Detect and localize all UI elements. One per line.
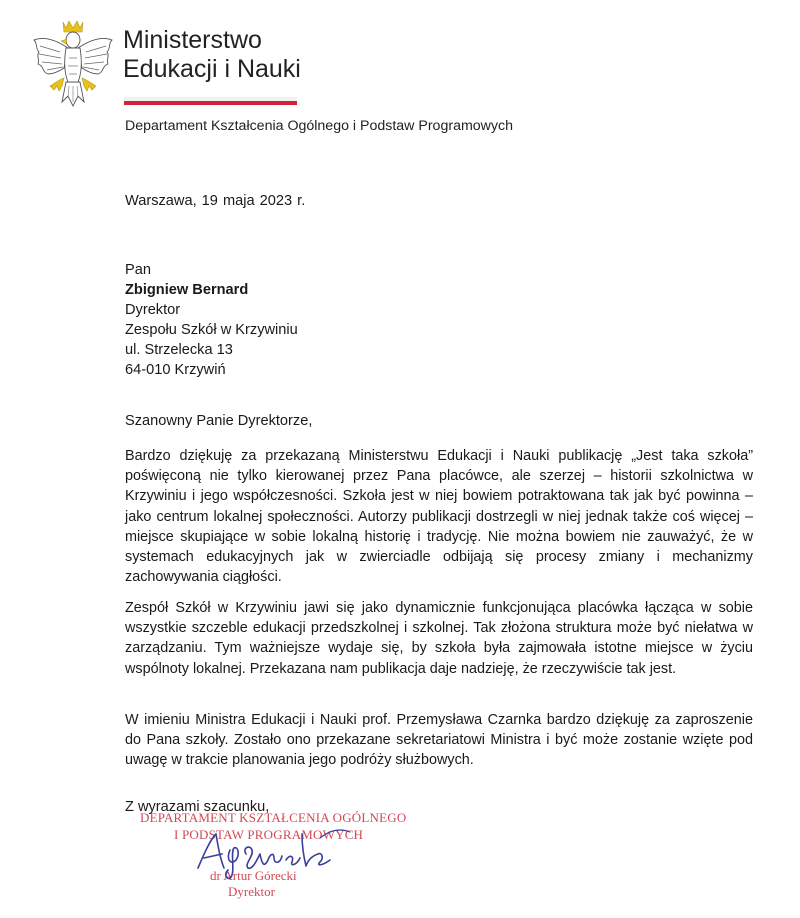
recipient-block	[125, 260, 298, 380]
body-paragraph-2: Zespół Szkół w Krzywiniu jawi się jako dynamicznie funkcjonująca placówka łącząca w sobie wszystkie szczeble edukacji przedszkolnej i szkolnej. Tak złożona struktura może być niełatwa w zarządzaniu. Tym ważniejsze wydaje się, by szkoła była zajmowała istotne miejsce w życiu wspólnoty lokalnej. Przekazana nam publikacja daje nadzieję, że rzeczywiście tak jest.	[125, 600, 753, 677]
handwritten-signature-icon	[190, 824, 360, 880]
department-name: Departament Kształcenia Ogólnego i Podstaw Programowych	[125, 118, 513, 134]
flag-red-stripe	[124, 101, 297, 105]
stamp-signer-name: dr Artur Górecki	[210, 868, 297, 883]
polish-eagle-emblem-icon	[30, 18, 116, 114]
body-paragraph-1: Bardzo dziękuję za przekazaną Ministerstwu Edukacji i Nauki publikację „Jest taka szkoła” poświęconą nie tylko kierowanej przez Pana placówce, ale szerzej – historii szkolnictwa w Krzywiniu i jego współczesności. Szkoła jest w niej bowiem potraktowana tak jak być powinna – jako centrum lokalnej społeczności. Autorzy publikacji dostrzegli w niej jednak także coś więcej – miejsce skupiające w sobie lokalną historię i tradycję. Nie można bowiem nie zauważyć, że w systemach edukacyjnych jak w zwierciadle odbijają się procesy zmiany i mechanizmy zachowywania ciągłości.	[125, 448, 753, 586]
ministry-name	[123, 26, 301, 84]
flag-bar	[124, 97, 297, 105]
recipient-street: ul. Strzelecka 13	[125, 342, 233, 358]
recipient-institution: Zespołu Szkół w Krzywiniu	[125, 322, 298, 338]
date-line: Warszawa, 19 maja 2023 r.	[125, 193, 306, 209]
recipient-name: Zbigniew Bernard	[125, 282, 249, 298]
stamp-department-line2: I PODSTAW PROGRAMOWYCH	[174, 827, 364, 842]
ministry-name-line1: Ministerstwo	[123, 26, 262, 54]
recipient-title: Pan	[125, 262, 151, 278]
recipient-position: Dyrektor	[125, 302, 181, 318]
body-paragraph-3: W imieniu Ministra Edukacji i Nauki prof. Przemysława Czarnka bardzo dziękuję za zaproszenie do Pana szkoły. Zostało ono przekazane sekretariatowi Ministra i być może zostanie wzięte pod uwagę w trakcie planowania jego podróży służbowych.	[125, 712, 753, 769]
ministry-name-line2: Edukacji i Nauki	[123, 55, 301, 83]
closing-phrase: Z wyrazami szacunku,	[125, 799, 270, 815]
stamp-signer-title: Dyrektor	[228, 884, 275, 899]
salutation: Szanowny Panie Dyrektorze,	[125, 413, 313, 429]
stamp-department-line1: DEPARTAMENT KSZTAŁCENIA OGÓLNEGO	[140, 810, 407, 825]
recipient-city: 64-010 Krzywiń	[125, 362, 226, 378]
